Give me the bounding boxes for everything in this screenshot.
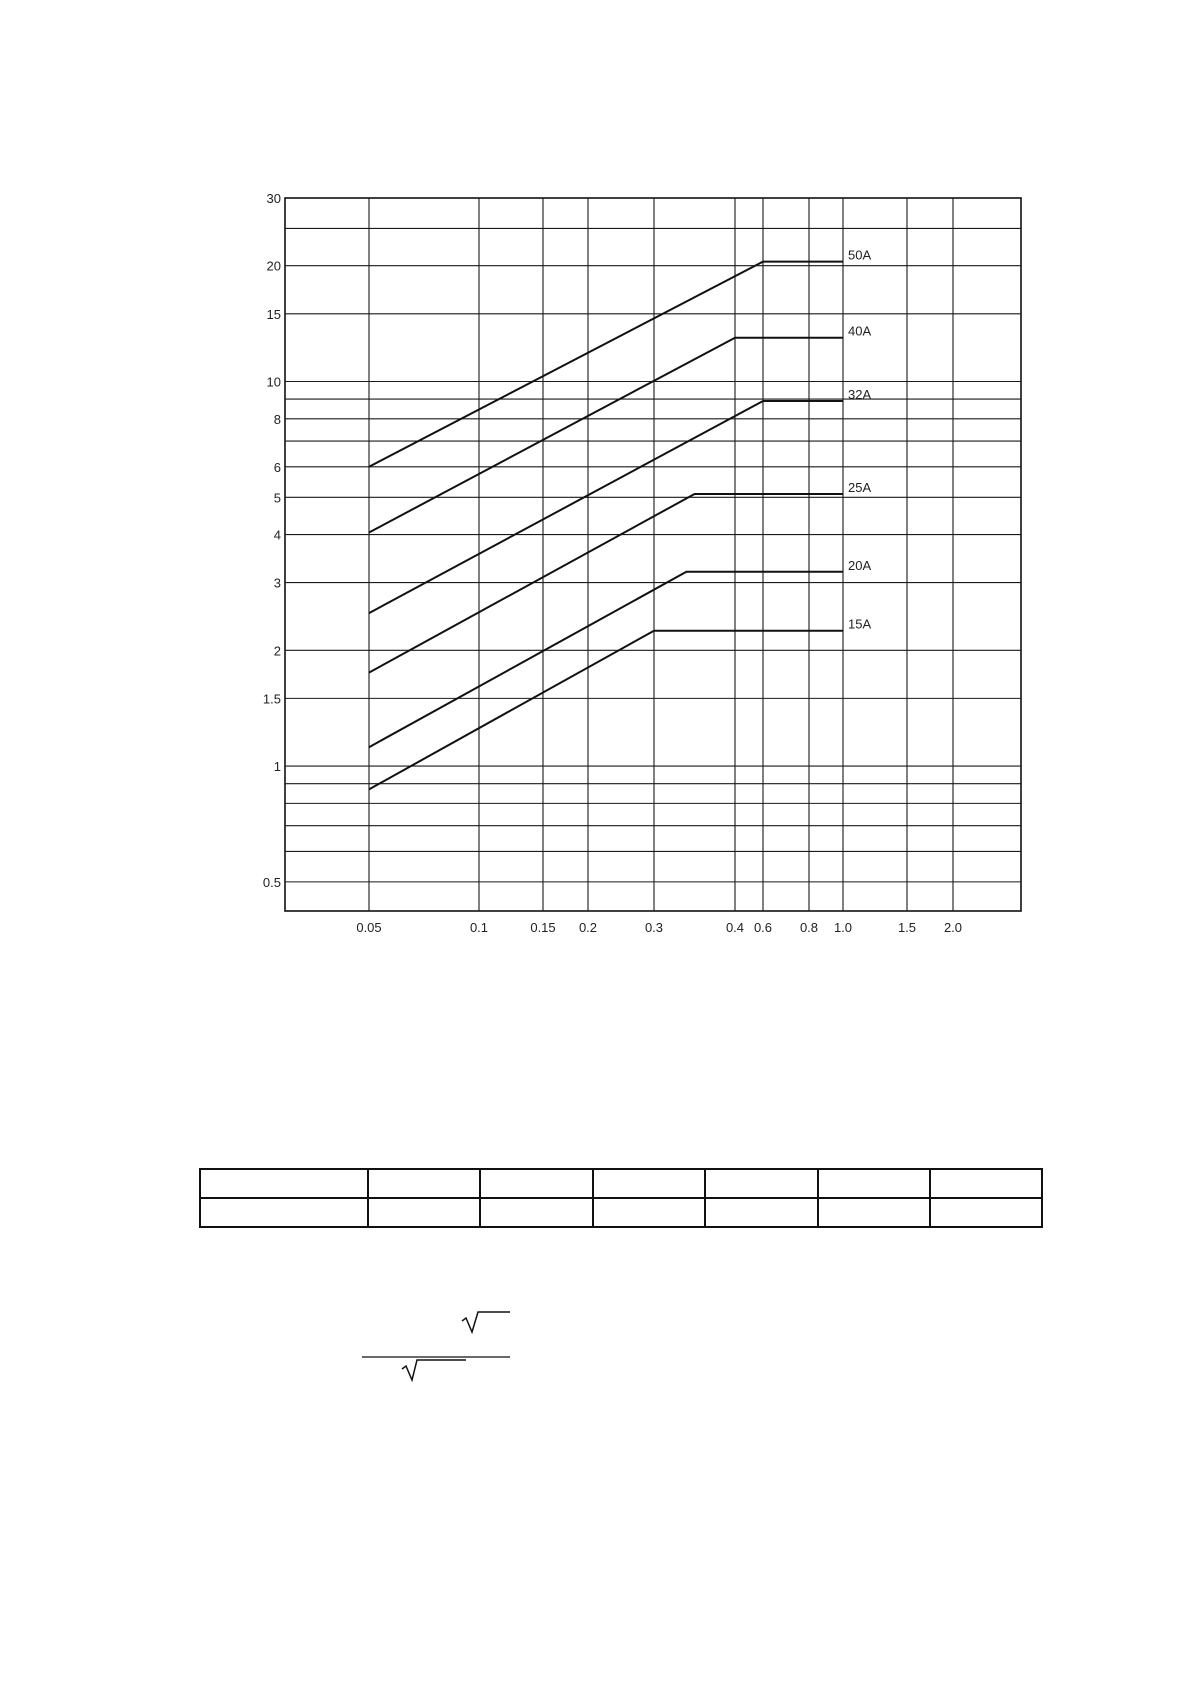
series-label: 15A [848,616,872,632]
x-tick-label: 0.1 [469,920,489,935]
table-cell [593,1198,705,1227]
table-cell [200,1169,368,1198]
plot-frame [285,198,1021,911]
x-tick-label: 2.0 [943,920,963,935]
table-row [200,1169,1042,1198]
series-label: 50A [848,247,872,263]
x-tick-labels [356,920,962,935]
table-cell [818,1169,930,1198]
y-tick-label: 20 [266,258,281,274]
table-row [200,1198,1042,1227]
x-tick-label: 1.5 [897,920,917,935]
y-tick-labels [263,191,281,890]
y-tick-label: 8 [273,411,281,427]
y-tick-label: 0.5 [262,874,281,890]
series-line-40a [369,338,843,533]
blank-table [199,1168,1043,1228]
series-label: 20A [848,557,872,573]
table-cell [930,1169,1042,1198]
table-cell [368,1198,480,1227]
formula-sketch [360,1300,520,1400]
table-cell [705,1169,818,1198]
x-tick-label: 0.15 [530,920,556,935]
y-tick-label: 3 [273,575,281,591]
y-tick-label: 2 [273,643,281,659]
series-label: 32A [848,386,872,402]
table-cell [368,1169,480,1198]
y-gridlines [285,228,1021,881]
series-lines [369,262,843,790]
x-tick-label: 0.6 [753,920,773,935]
x-tick-label: 0.4 [725,920,745,935]
x-tick-label: 0.8 [799,920,819,935]
table-cell [200,1198,368,1227]
series-line-32a [369,401,843,613]
series-label: 25A [848,479,872,495]
table-cell [705,1198,818,1227]
series-labels [848,248,871,632]
y-tick-label: 4 [273,527,281,543]
y-tick-label: 10 [266,374,281,390]
radical-denominator [402,1360,466,1380]
x-tick-label: 1.0 [833,920,853,935]
y-tick-label: 15 [266,306,281,322]
y-tick-label: 30 [266,191,281,206]
series-label: 40A [848,323,872,339]
table-cell [930,1198,1042,1227]
table-cell [818,1198,930,1227]
table-cell [480,1169,593,1198]
series-line-50a [369,262,843,467]
table-cell [480,1198,593,1227]
x-tick-label: 0.05 [356,920,382,935]
y-tick-label: 1 [273,759,281,775]
x-gridlines [369,198,953,911]
radical-numerator [462,1312,510,1332]
x-tick-label: 0.2 [578,920,598,935]
y-tick-label: 1.5 [262,691,281,707]
series-line-25a [369,494,843,673]
table-cell [593,1169,705,1198]
x-tick-label: 0.3 [644,920,664,935]
series-line-20a [369,572,843,747]
y-tick-label: 5 [273,490,281,506]
y-tick-label: 6 [273,459,281,475]
